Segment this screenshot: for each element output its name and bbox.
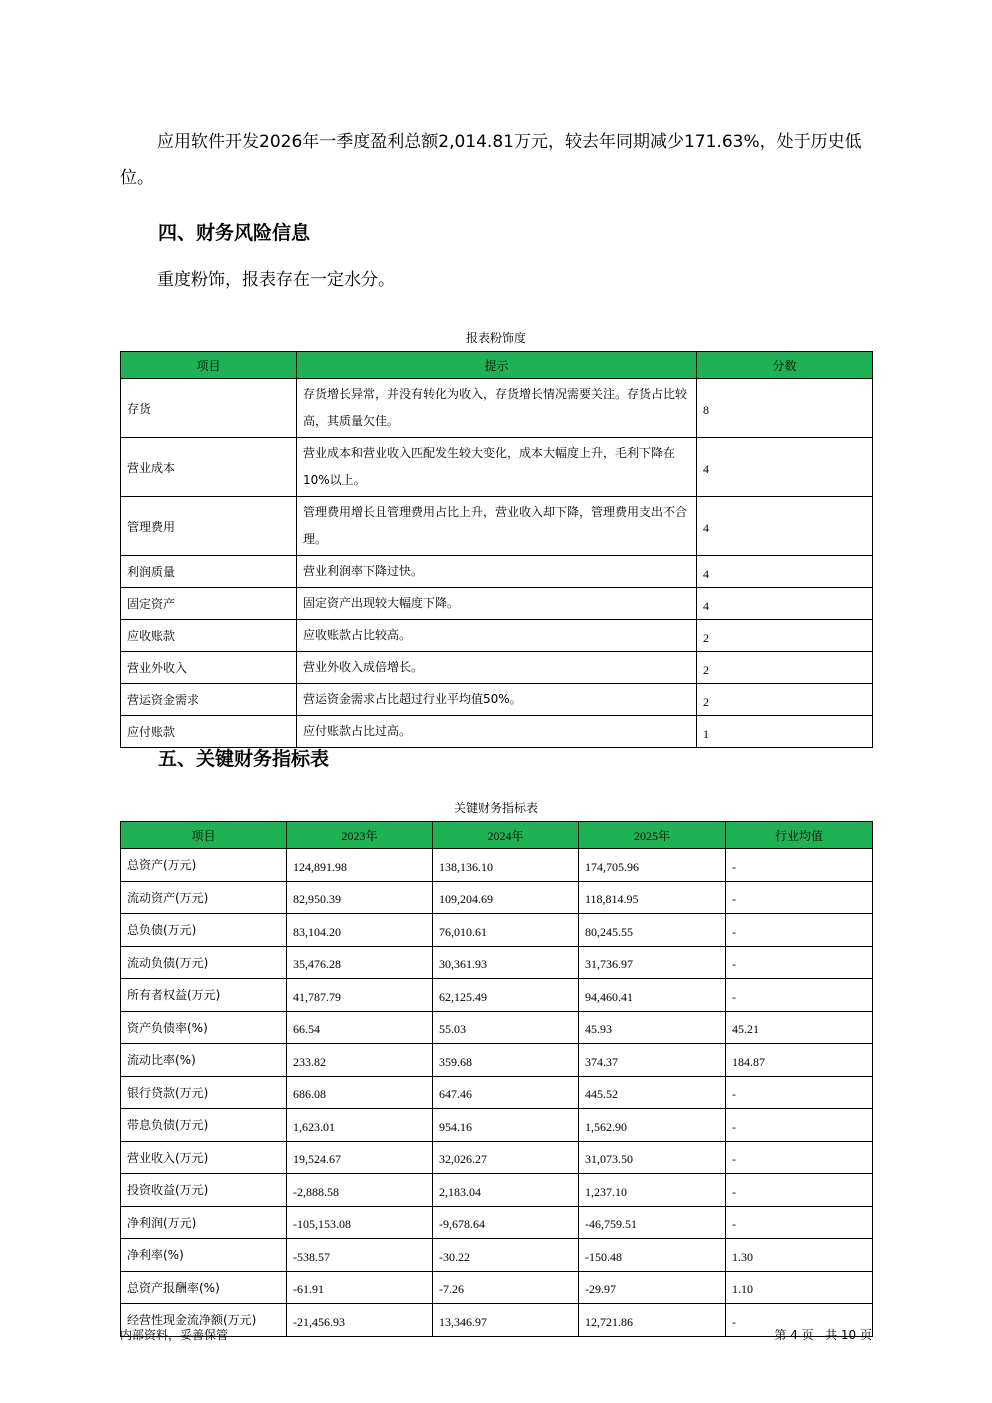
value-industry-avg: - [726, 946, 873, 979]
value-2025: 445.52 [579, 1076, 726, 1109]
value-industry-avg: - [726, 1141, 873, 1174]
row-item-label: 流动比率(%) [121, 1044, 287, 1077]
footer-page-number: 第 4 页 共 10 页 [774, 1328, 872, 1342]
row-score-value: 2 [697, 684, 873, 716]
row-item-label: 带息负债(万元) [121, 1109, 287, 1142]
value-industry-avg: - [726, 849, 873, 882]
value-2023: 124,891.98 [287, 849, 433, 882]
row-tip-text: 营业外收入成倍增长。 [297, 652, 697, 684]
row-item-label: 利润质量 [121, 556, 297, 588]
table2-header-2024: 2024年 [433, 822, 579, 849]
table-row [121, 1174, 873, 1207]
value-2024: 359.68 [433, 1044, 579, 1077]
row-item-label: 银行贷款(万元) [121, 1076, 287, 1109]
value-2024: -7.26 [433, 1271, 579, 1304]
table-row [121, 1011, 873, 1044]
value-2023: -538.57 [287, 1239, 433, 1272]
table-row [121, 849, 873, 882]
row-item-label: 应收账款 [121, 620, 297, 652]
value-2025: 80,245.55 [579, 914, 726, 947]
value-industry-avg: - [726, 1304, 873, 1337]
table-row [121, 1271, 873, 1304]
row-tip-text: 固定资产出现较大幅度下降。 [297, 588, 697, 620]
value-2024: 76,010.61 [433, 914, 579, 947]
table-row [121, 1109, 873, 1142]
table-row [121, 1076, 873, 1109]
value-industry-avg: 184.87 [726, 1044, 873, 1077]
value-industry-avg: - [726, 1206, 873, 1239]
value-2024: 13,346.97 [433, 1304, 579, 1337]
table1-caption: 报表粉饰度 [465, 331, 526, 345]
value-2024: 647.46 [433, 1076, 579, 1109]
value-2024: 55.03 [433, 1011, 579, 1044]
row-item-label: 总资产报酬率(%) [121, 1271, 287, 1304]
value-2023: 82,950.39 [287, 881, 433, 914]
value-2024: 138,136.10 [433, 849, 579, 882]
value-2025: 1,237.10 [579, 1174, 726, 1207]
value-2023: 35,476.28 [287, 946, 433, 979]
table-row [121, 497, 873, 556]
row-item-label: 流动负债(万元) [121, 946, 287, 979]
value-2023: 41,787.79 [287, 979, 433, 1012]
value-2024: 109,204.69 [433, 881, 579, 914]
value-2025: 31,073.50 [579, 1141, 726, 1174]
table1-header-item: 项目 [121, 352, 297, 379]
table-row [121, 1304, 873, 1337]
table-row [121, 946, 873, 979]
value-2023: -105,153.08 [287, 1206, 433, 1239]
row-score-value: 1 [697, 716, 873, 748]
row-item-label: 净利润(万元) [121, 1206, 287, 1239]
row-tip-text: 营业利润率下降过快。 [297, 556, 697, 588]
table-row [121, 620, 873, 652]
section-heading-key-indicators: 五、关键财务指标表 [158, 748, 330, 770]
value-2025: 374.37 [579, 1044, 726, 1077]
value-2023: -21,456.93 [287, 1304, 433, 1337]
section-heading-financial-risk: 四、财务风险信息 [158, 222, 311, 244]
table2-header-2023: 2023年 [287, 822, 433, 849]
value-2024: 32,026.27 [433, 1141, 579, 1174]
value-2024: -30.22 [433, 1239, 579, 1272]
row-item-label: 资产负债率(%) [121, 1011, 287, 1044]
table-row [121, 1206, 873, 1239]
value-2023: 1,623.01 [287, 1109, 433, 1142]
profit-summary-paragraph: 应用软件开发2026年一季度盈利总额2,014.81万元，较去年同期减少171.63%，处于历史低位。 [120, 132, 862, 188]
row-score-value: 4 [697, 497, 873, 556]
value-2023: 83,104.20 [287, 914, 433, 947]
table-row [121, 1239, 873, 1272]
value-2024: 954.16 [433, 1109, 579, 1142]
value-2025: 45.93 [579, 1011, 726, 1044]
table1-header-tip: 提示 [297, 352, 697, 379]
value-2023: 686.08 [287, 1076, 433, 1109]
table-row [121, 1044, 873, 1077]
table-row [121, 684, 873, 716]
table2-caption: 关键财务指标表 [453, 801, 538, 815]
value-2025: 94,460.41 [579, 979, 726, 1012]
table-row [121, 914, 873, 947]
row-item-label: 所有者权益(万元) [121, 979, 287, 1012]
row-score-value: 4 [697, 588, 873, 620]
value-2023: -2,888.58 [287, 1174, 433, 1207]
row-score-value: 2 [697, 652, 873, 684]
table-row [121, 979, 873, 1012]
risk-summary-paragraph: 重度粉饰，报表存在一定水分。 [157, 270, 395, 290]
value-2025: 174,705.96 [579, 849, 726, 882]
row-item-label: 营业成本 [121, 438, 297, 497]
value-industry-avg: - [726, 881, 873, 914]
value-2025: 118,814.95 [579, 881, 726, 914]
table-row [121, 1141, 873, 1174]
value-industry-avg: 1.10 [726, 1271, 873, 1304]
value-industry-avg: - [726, 914, 873, 947]
value-2025: 1,562.90 [579, 1109, 726, 1142]
row-tip-text: 营运资金需求占比超过行业平均值50%。 [297, 684, 697, 716]
row-item-label: 管理费用 [121, 497, 297, 556]
key-financial-indicators-table [120, 821, 873, 1337]
row-score-value: 2 [697, 620, 873, 652]
footer-confidential-note: 内部资料，妥善保管 [120, 1328, 229, 1342]
row-item-label: 营业收入(万元) [121, 1141, 287, 1174]
table-row [121, 379, 873, 438]
table2-header-item: 项目 [121, 822, 287, 849]
value-2025: -46,759.51 [579, 1206, 726, 1239]
value-industry-avg: - [726, 1076, 873, 1109]
value-2025: 31,736.97 [579, 946, 726, 979]
table-row [121, 588, 873, 620]
report-whitewash-table [120, 351, 873, 748]
row-item-label: 营运资金需求 [121, 684, 297, 716]
value-2025: 12,721.86 [579, 1304, 726, 1337]
value-industry-avg: - [726, 979, 873, 1012]
value-2025: -29.97 [579, 1271, 726, 1304]
row-tip-text: 存货增长异常，并没有转化为收入，存货增长情况需要关注。存货占比较高，其质量欠佳。 [297, 379, 697, 438]
row-tip-text: 营业成本和营业收入匹配发生较大变化，成本大幅度上升，毛利下降在10%以上。 [297, 438, 697, 497]
table2-header-2025: 2025年 [579, 822, 726, 849]
table-row [121, 438, 873, 497]
row-tip-text: 管理费用增长且管理费用占比上升，营业收入却下降，管理费用支出不合理。 [297, 497, 697, 556]
value-industry-avg: - [726, 1174, 873, 1207]
table-row [121, 881, 873, 914]
table2-header-industry-avg: 行业均值 [726, 822, 873, 849]
value-industry-avg: 45.21 [726, 1011, 873, 1044]
row-item-label: 总负债(万元) [121, 914, 287, 947]
table-row [121, 716, 873, 748]
row-score-value: 4 [697, 556, 873, 588]
table-row [121, 556, 873, 588]
value-2023: 19,524.67 [287, 1141, 433, 1174]
table-row [121, 652, 873, 684]
row-item-label: 经营性现金流净额(万元) [121, 1304, 287, 1337]
row-score-value: 8 [697, 379, 873, 438]
row-item-label: 投资收益(万元) [121, 1174, 287, 1207]
row-score-value: 4 [697, 438, 873, 497]
row-item-label: 净利率(%) [121, 1239, 287, 1272]
value-2024: 62,125.49 [433, 979, 579, 1012]
value-2023: 233.82 [287, 1044, 433, 1077]
row-item-label: 流动资产(万元) [121, 881, 287, 914]
row-item-label: 存货 [121, 379, 297, 438]
row-item-label: 固定资产 [121, 588, 297, 620]
row-item-label: 应付账款 [121, 716, 297, 748]
row-tip-text: 应付账款占比过高。 [297, 716, 697, 748]
value-2023: 66.54 [287, 1011, 433, 1044]
table1-header-score: 分数 [697, 352, 873, 379]
value-2024: 30,361.93 [433, 946, 579, 979]
value-2024: 2,183.04 [433, 1174, 579, 1207]
value-industry-avg: - [726, 1109, 873, 1142]
value-2023: -61.91 [287, 1271, 433, 1304]
row-tip-text: 应收账款占比较高。 [297, 620, 697, 652]
value-industry-avg: 1.30 [726, 1239, 873, 1272]
value-2025: -150.48 [579, 1239, 726, 1272]
row-item-label: 营业外收入 [121, 652, 297, 684]
row-item-label: 总资产(万元) [121, 849, 287, 882]
value-2024: -9,678.64 [433, 1206, 579, 1239]
